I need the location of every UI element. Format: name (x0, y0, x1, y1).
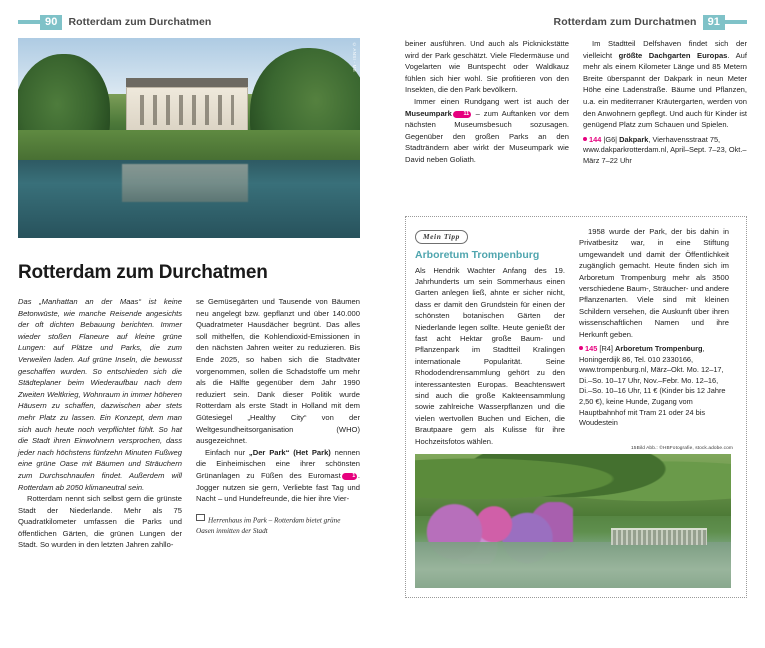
het-park-name: „Der Park“ (Het Park) (248, 447, 331, 457)
verso-columns (18, 296, 360, 551)
museumpark-tail: – zum Auftanken vor dem nächsten Museumsbesuch sozusagen. Gegenüber den großen Parks an den Stadträndern aber wirkt der Museumpark wie David neben Goliath. (405, 108, 569, 164)
listing-details-145: , Honingerdijk 86, Tel. 010 2330166, www.trompenburg.nl, März–Okt. Mo. 12–17, Di.–So. 10–17 Uhr, Nov.–Febr. Mo. 12–16, Di.–So. 10–16 Uhr, 11 € (Kinder bis 12 Jahre 2,50 €), keine Hunde, Zugang vom Hauptbahnhof mit Tram 21 oder 24 bis Woudestein (579, 344, 726, 428)
recto-paragraph-1: beiner ausführen. Und auch als Picknickstätte wird der Park geschätzt. Viele Fledermäuse und Vogelarten wie Buntspecht oder Waldkauz fühlen sich hier wohl. Sie profitieren von den Insekten, die den Park bevölkern. (405, 39, 569, 95)
page-title: Rotterdam zum Durchatmen (18, 262, 268, 283)
dakpark-paragraph (583, 38, 747, 131)
verso-page (18, 38, 360, 551)
tipp-columns (415, 226, 737, 447)
poi-marker-museumpark[interactable]: 11 (453, 111, 471, 119)
tipp-photo-wrapper (415, 446, 737, 588)
tipp-paragraph-2: 1958 wurde der Park, der bis dahin in Privatbesitz war, in eine Stiftung umgewandelt und damit der Öffentlichkeit zugänglich gemacht. Heute finden sich im Arboretum Trompenburg mehr als 3500 verschiedene Baum-, Sträucher- und andere Pflanzenarten. Viele sind mit kleinen Schildern versehen, die Auskunft über ihren wissenschaftlichen Namen und ihre Herkunft geben. (579, 227, 729, 339)
dakpark-lead: Im Stadtteil Delfshaven findet sich der vielleicht (583, 39, 747, 60)
listing-number-145: 145 (585, 344, 598, 354)
poi-marker-euromast[interactable]: 1 (342, 473, 357, 481)
dakgarten-highlight: größte Dachgarten Europas (618, 50, 728, 60)
photo-lawn (18, 130, 360, 164)
listing-dakpark[interactable] (583, 135, 747, 167)
tipp-column-1 (415, 226, 565, 447)
tipp-photo-arboretum (415, 454, 731, 588)
para4-lead: Einfach nur (205, 447, 249, 457)
hero-photo-herrenhaus (18, 38, 360, 238)
mein-tipp-badge: Mein Tipp (415, 230, 468, 244)
hero-photo-credit: © ANSI - MB (352, 42, 357, 72)
verso-column-2 (196, 296, 360, 551)
intro-paragraph: Das „Manhattan an der Maas“ ist keine Betonwüste, wie manche Reisende angesichts der oft dichten Bebauung berichten. Immer wieder stoßen Flaneure auf kleine grüne Lungen: auf Plätze und Parks, die zum Verweilen laden. Auf grüne Inseln, die bewusst geschaffen wurden. So entschieden sich die Städteplaner beim Wiederaufbau nach dem Zweiten Weltkrieg, Wohnraum in immer höheren Häusern zu schaffen, dazwischen aber stets mehr Platz zu lassen. Ein Konzept, dem man sich auch heute noch verpflichtet fühlt. So hat die Stadt ihren Einwohnern versprochen, dass jeder nach höchstens fünfzehn Minuten Fußweg eine grüne Oase mit Bäumen und Sträuchern zum Durchschnaufen findet. Außerdem will Rotterdam ab 2050 klimaneutral sein. (18, 297, 182, 492)
recto-page (405, 38, 747, 174)
listing-map-ref-144: |G6| (603, 134, 618, 144)
mein-tipp-box (405, 216, 747, 598)
folio-rule-right-icon (725, 20, 747, 24)
running-head-right (554, 14, 747, 30)
dakpark-tail: . Auf mehr als einem Kilometer Länge und 85 Metern Breite überspannt der Dakpark in neun Meter Höhe eine Ladenstraße. Bäume und Pflanzen, u.a. ein mediterraner Kräutergarten, werden von den Anwohnern gepflegt. Und auch für Kinder ist genügend Platz zum Schauen und Spielen. (583, 50, 747, 130)
recto-columns (405, 38, 747, 174)
caption-text: Herrenhaus im Park – Rotterdam bietet grüne Oasen inmitten der Stadt (196, 516, 341, 535)
listing-number-144: 144 (589, 134, 602, 144)
body-paragraph-4 (196, 447, 360, 505)
body-paragraph-3: se Gemüsegärten und Tausende von Bäumen neu angelegt bzw. gepflanzt und über 140.000 Quadratmeter Hausdächer begrünt. Das alles soll mithelfen, die Kohlendioxid-Emissionen in den nächsten Jahren weiter zu reduzieren. Bis Ende 2025, so haben sich die Stadtväter vorgenommen, sollen die Schadstoffe um mehr als die Hälfte gegenüber dem Jahr 1990 reduziert sein. Dank dieser Politik wurde Rotterdam als erste Stadt in Holland mit dem Gütesiegel „Healthy City“ von der Weltgesundheitsorganisation (WHO) ausgezeichnet. (196, 297, 360, 446)
photo-stream (415, 542, 731, 588)
listing-arboretum[interactable] (579, 344, 729, 429)
para4-mid: nennen die Einheimischen eine ihrer schönsten Grünanlagen zu Füßen des Euromast (196, 447, 360, 480)
verso-column-1 (18, 296, 182, 551)
body-paragraph-2: Rotterdam nennt sich selbst gern die grünste Stadt der Niederlande. Mehr als 75 Quadratkilometer umfassen die Parks und öffentlichen Gärten, die grünen Lungen der Stadt. So wurden in den letzten Jahren zahllo- (18, 494, 182, 550)
recto-column-1 (405, 38, 569, 174)
tipp-paragraph-1: Als Hendrik Wachter Anfang des 19. Jahrhunderts um sein Sommerhaus einen Garten anlegen ließ, ahnte er sicher nicht, dass er damit den Grundstein für einen der schönsten botanischen Gärten der Niederlande legen sollte. Heute genießt der fast acht Hektar große Baum- und Pflanzenpark im Stadtteil Kralingen internationale Popularität. Seine Rhododendrensammlung gehört zu den interessantesten Europas. Beachtenswert sind auch die große Kakteensammlung sowie zahlreiche Wasserpflanzen und die vielen wertvollen Buchen und Eichen, die Brautpaare gern als Kulisse für ihre Hochzeitsfotos wählen. (415, 265, 565, 446)
listing-place-144: Dakpark (619, 134, 649, 144)
tipp-photo-credit: 15Bild Abb.: ©HBFotografie, stock.adobe.com (631, 446, 733, 451)
folio-number-right: 91 (703, 15, 725, 30)
listing-map-ref-145: [R4] (599, 344, 613, 354)
running-head-right-title: Rotterdam zum Durchatmen (553, 16, 697, 28)
museumpark-lead: Immer einen Rundgang wert ist auch der (414, 96, 569, 106)
camera-icon (196, 514, 205, 522)
photo-footbridge (611, 528, 707, 545)
running-head-left (18, 14, 211, 30)
tipp-title: Arboretum Trompenburg (415, 248, 540, 261)
poi-dot-icon (583, 137, 587, 141)
para4-tail: . Jogger nutzen sie gern, Verliebte fast Tag und Nacht – und Hundefreunde, die hier ihre Vier- (196, 470, 360, 504)
recto-paragraph-2 (405, 96, 569, 166)
tipp-column-2 (579, 226, 729, 447)
folio-number-left: 90 (40, 15, 62, 30)
listing-place-145: Arboretum Trompenburg (615, 344, 703, 354)
poi-dot-icon-2 (579, 346, 583, 350)
folio-rule-left-icon (18, 20, 40, 24)
photo-pond (18, 160, 360, 238)
running-head-left-title: Rotterdam zum Durchatmen (68, 16, 212, 28)
recto-column-2 (583, 38, 747, 174)
listing-details-144: , Vierhavensstraat 75, www.dakparkrotterdam.nl, April–Sept. 7–23, Okt.–März 7–22 Uhr (583, 134, 747, 165)
museumpark-name: Museumpark (405, 108, 452, 118)
hero-photo-caption (196, 514, 360, 536)
